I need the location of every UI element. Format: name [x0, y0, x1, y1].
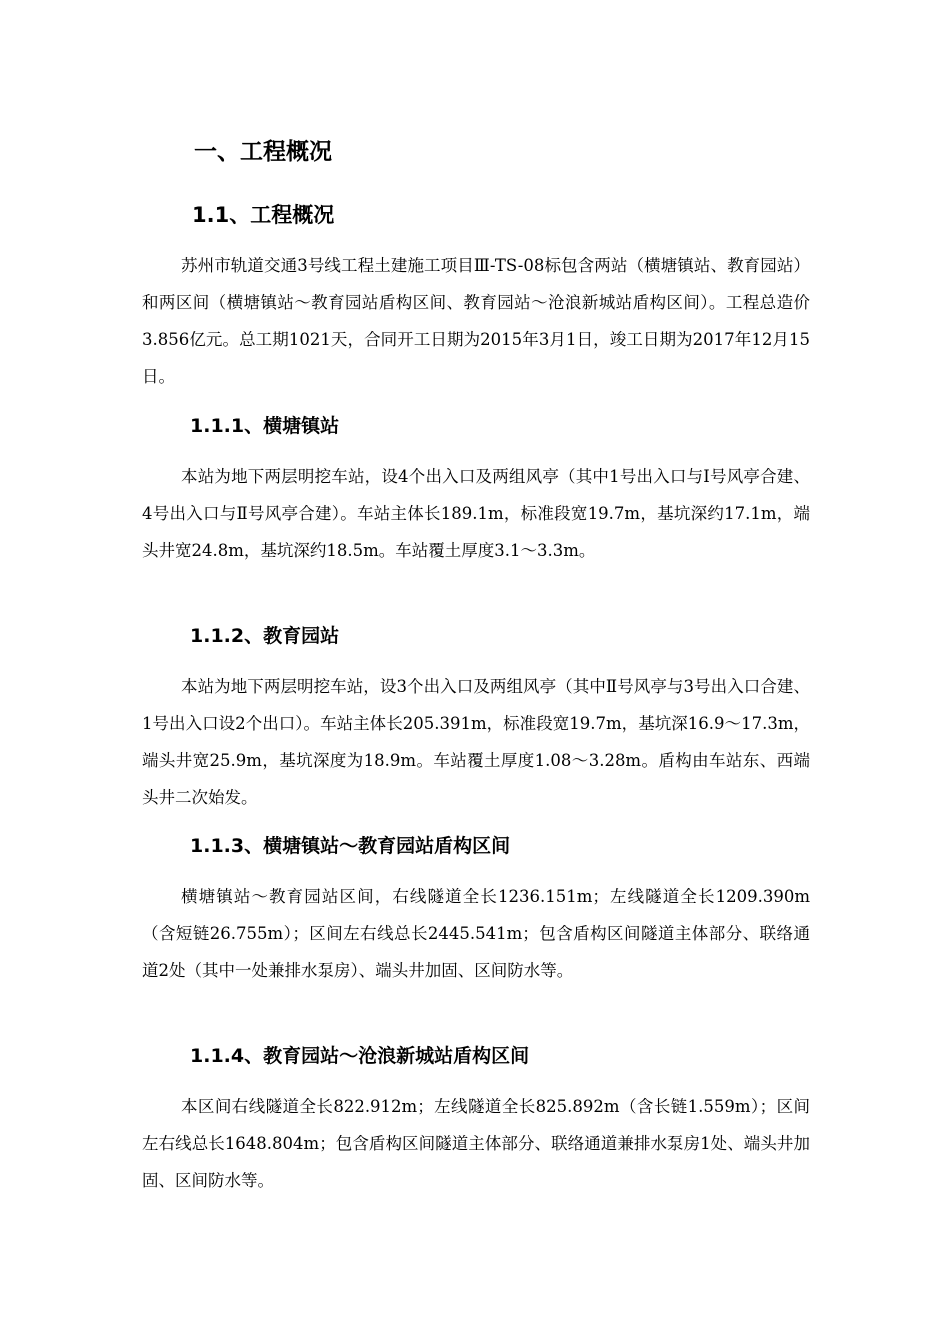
subsection-title-jiaoyuyuan-station: 1.1.2、教育园站: [190, 625, 340, 647]
subsection-title-shield-section-2: 1.1.4、教育园站～沧浪新城站盾构区间: [190, 1045, 530, 1067]
subsection-text-shield-section-2: 本区间右线隧道全长822.912m；左线隧道全长825.892m（含长链1.559m）；区间左右线总长1648.804m；包含盾构区间隧道主体部分、联络通道兼排水泵房1处、端头井加固、区间防水等。: [142, 1097, 810, 1190]
intro-paragraph: 苏州市轨道交通3号线工程土建施工项目Ⅲ-TS-08标包含两站（横塘镇站、教育园站）和两区间（横塘镇站～教育园站盾构区间、教育园站～沧浪新城站盾构区间）。工程总造价3.856亿元。总工期1021天，合同开工日期为2015年3月1日，竣工日期为2017年12月15日。: [142, 256, 810, 386]
subsection-text-jiaoyuyuan-station: 本站为地下两层明挖车站，设3个出入口及两组风亭（其中Ⅱ号风亭与3号出入口合建、1号出入口设2个出口）。车站主体长205.391m，标准段宽19.7m，基坑深16.9～17.3m，端头井宽25.9m，基坑深度为18.9m。车站覆土厚度1.08～3.28m。盾构由车站东、西端头井二次始发。: [142, 677, 810, 807]
section-title: 1.1、工程概况: [192, 203, 335, 227]
subsection-text-shield-section-1: 横塘镇站～教育园站区间，右线隧道全长1236.151m；左线隧道全长1209.390m（含短链26.755m）；区间左右线总长2445.541m；包含盾构区间隧道主体部分、联络通道2处（其中一处兼排水泵房）、端头井加固、区间防水等。: [142, 887, 810, 980]
subsection-title-shield-section-1: 1.1.3、横塘镇站～教育园站盾构区间: [190, 835, 511, 857]
subsection-title-hengtang-station: 1.1.1、横塘镇站: [190, 415, 340, 437]
subsection-text-hengtang-station: 本站为地下两层明挖车站，设4个出入口及两组风亭（其中1号出入口与Ⅰ号风亭合建、4号出入口与Ⅱ号风亭合建）。车站主体长189.1m，标准段宽19.7m，基坑深约17.1m，端头井宽24.8m，基坑深约18.5m。车站覆土厚度3.1～3.3m。: [142, 467, 810, 560]
chapter-title: 一、工程概况: [194, 139, 332, 165]
